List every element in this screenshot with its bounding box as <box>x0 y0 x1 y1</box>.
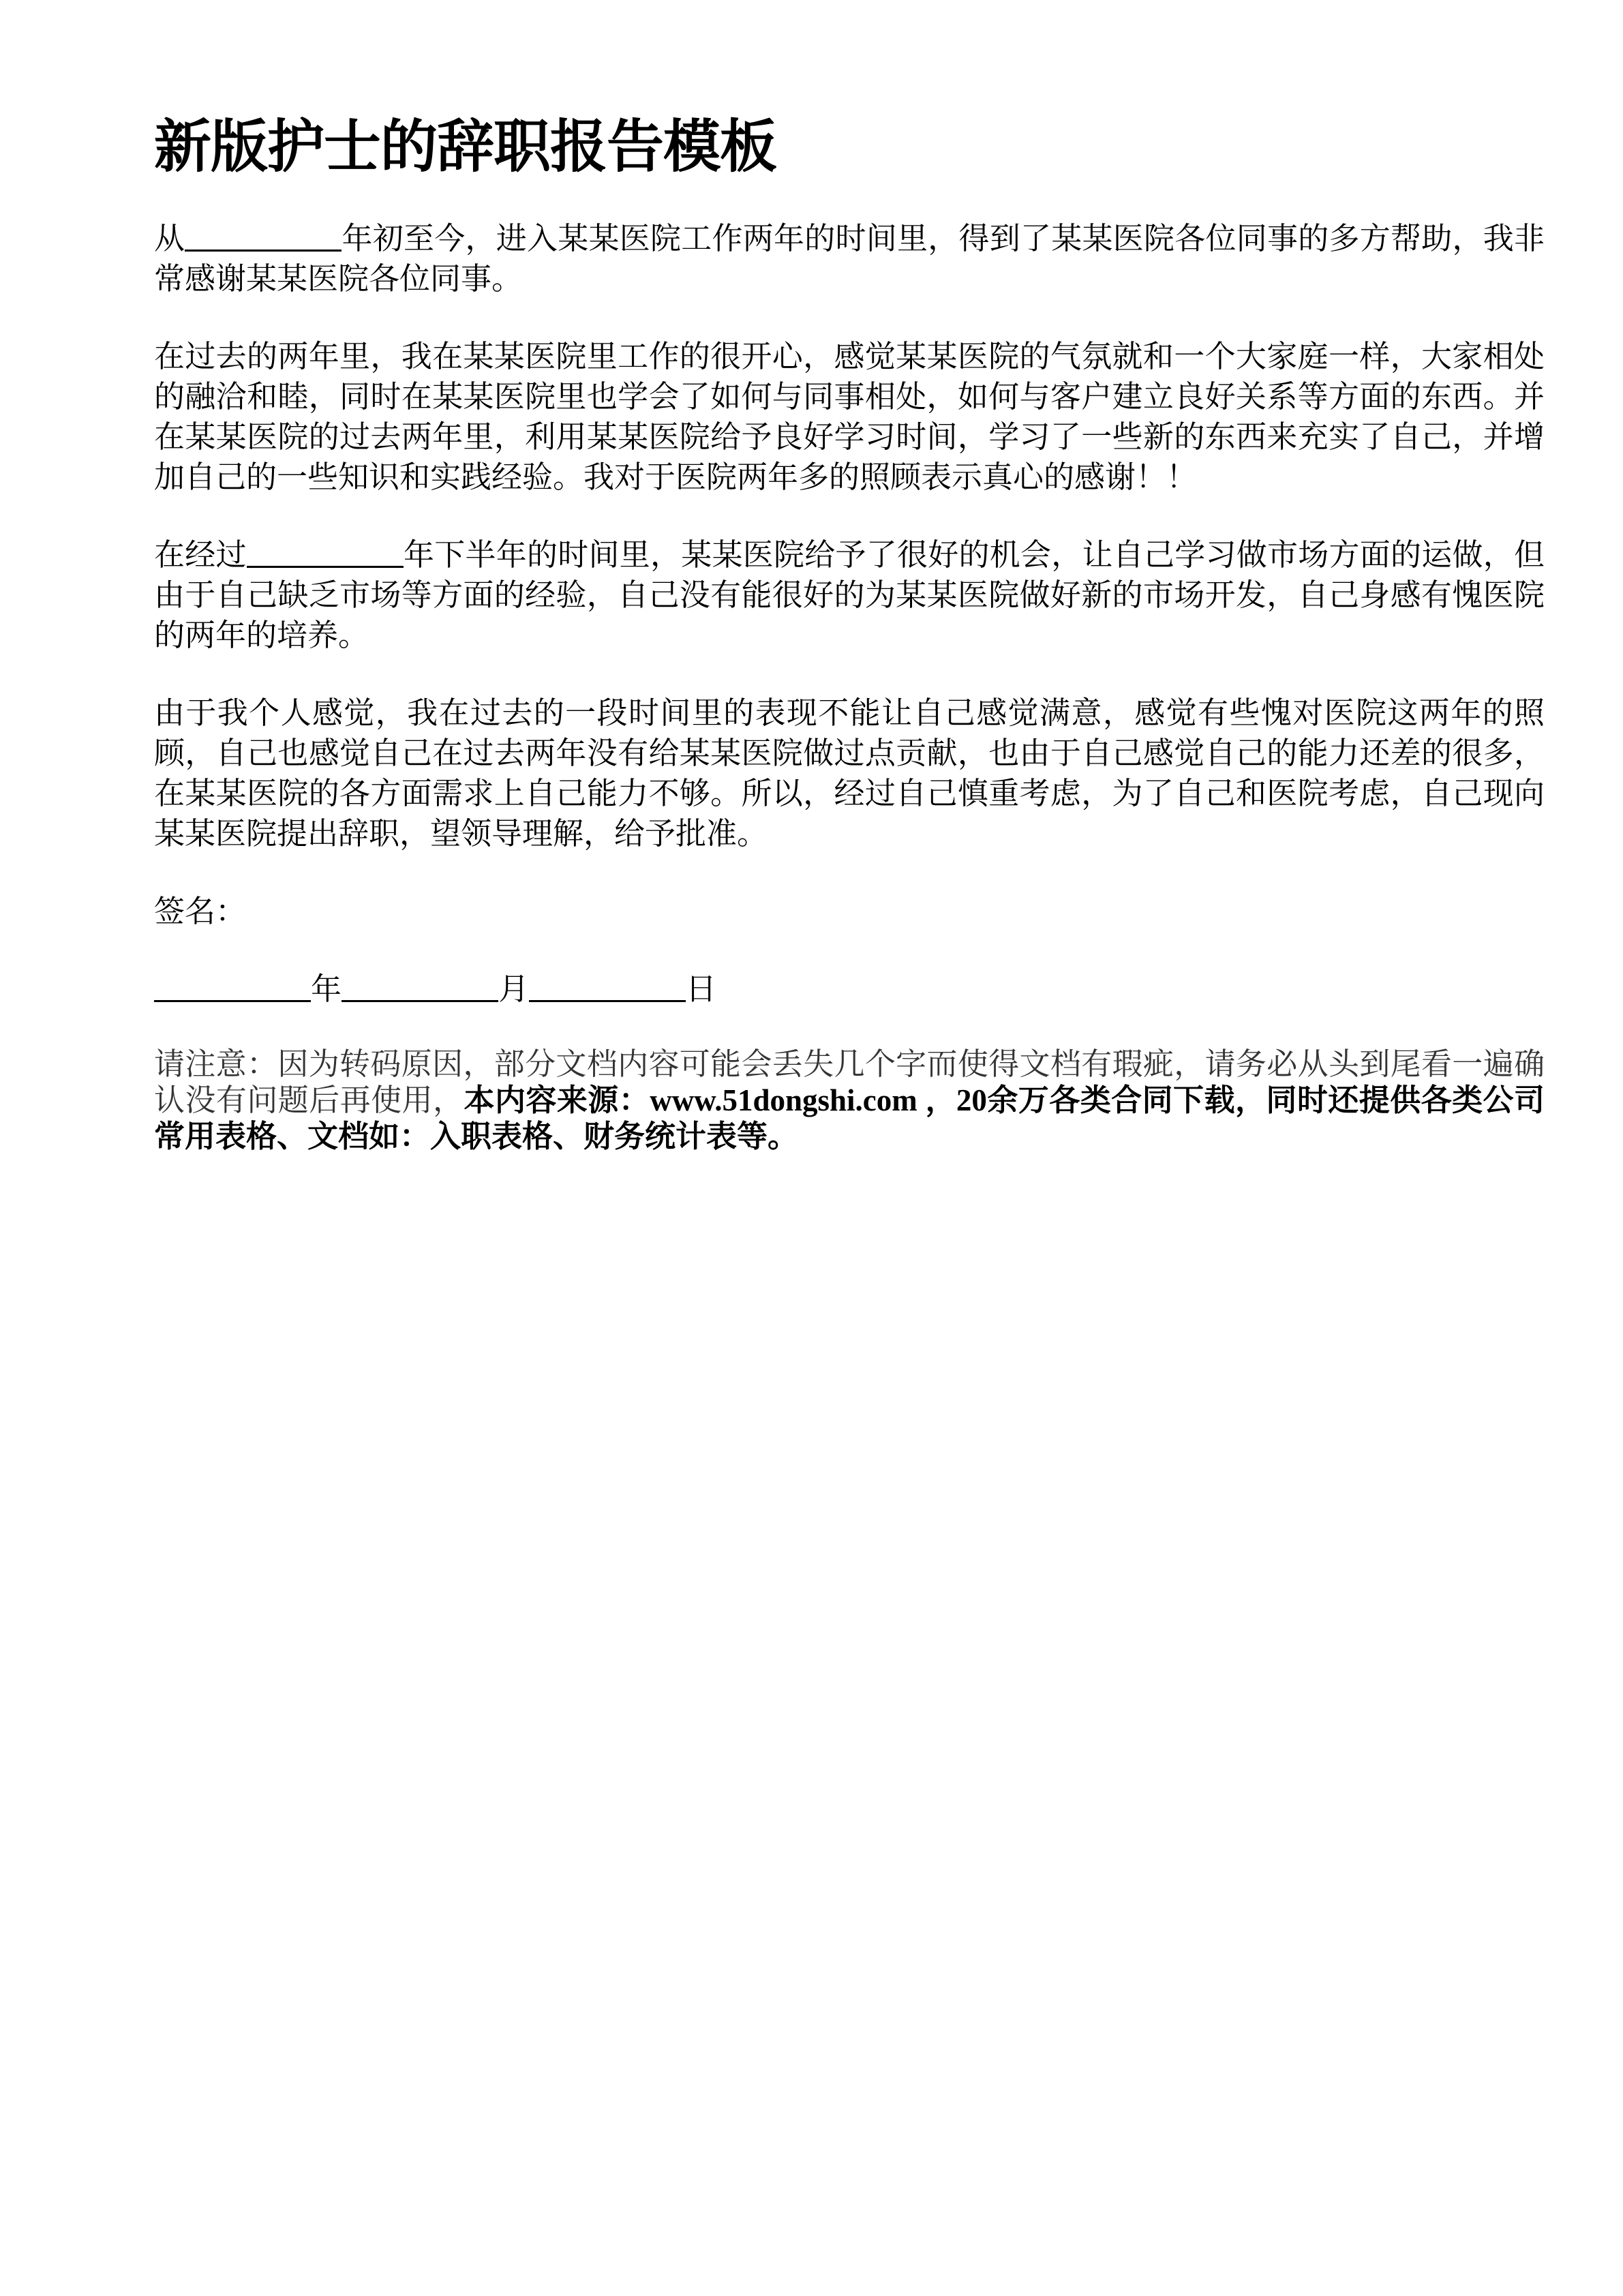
paragraph-3-rest: 年下半年的时间里，某某医院给予了很好的机会，让自己学习做市场方面的运做，但由于自己缺乏市场等方面的经验，自己没有能很好的为某某医院做好新的市场开发，自己身感有愧医院的两年的培养。 <box>154 537 1545 653</box>
date-line <box>154 969 1545 1009</box>
date-year-label: 年 <box>311 971 342 1007</box>
paragraph-3-start: 在经过 <box>154 537 247 573</box>
paragraph-4: 由于我个人感觉，我在过去的一段时间里的表现不能让自己感觉满意，感觉有些愧对医院这两年的照顾，自己也感觉自己在过去两年没有给某某医院做过点贡献，也由于自己感觉自己的能力还差的很多，在某某医院的各方面需求上自己能力不够。所以，经过自己慎重考虑，为了自己和医院考虑，自己现向某某医院提出辞职，望领导理解，给予批准。 <box>154 695 1545 851</box>
year-blank-1 <box>185 222 342 252</box>
date-day-blank <box>529 973 686 1002</box>
notice-bold-text: 本内容来源：www.51dongshi.com ，20余万各类合同下载，同时还提供各类公司常用表格、文档如：入职表格、财务统计表等。 <box>154 1083 1545 1153</box>
signature-label: 签名： <box>154 893 247 929</box>
notice-normal-text: 请注意：因为转码原因，部分文档内容可能会丢失几个字而使得文档有瑕疵，请务必从头到尾看一遍确认没有问题后再使用， <box>154 1047 1545 1117</box>
paragraph-1-start: 从 <box>154 220 185 256</box>
year-blank-2 <box>247 539 404 568</box>
paragraph-1 <box>154 218 1545 299</box>
paragraph-1-rest: 年初至今，进入某某医院工作两年的时间里，得到了某某医院各位同事的多方帮助，我非常感谢某某医院各位同事。 <box>154 220 1545 297</box>
source-notice <box>154 1046 1545 1155</box>
document-title: 新版护士的辞职报告模板 <box>154 113 777 180</box>
paragraph-3 <box>154 534 1545 655</box>
document-page <box>154 102 1545 1185</box>
date-year-blank <box>154 973 311 1002</box>
date-month-label: 月 <box>498 971 530 1007</box>
paragraph-2: 在过去的两年里，我在某某医院里工作的很开心，感觉某某医院的气氛就和一个大家庭一样，大家相处的融洽和睦，同时在某某医院里也学会了如何与同事相处，如何与客户建立良好关系等方面的东西。并在某某医院的过去两年里，利用某某医院给予良好学习时间，学习了一些新的东西来充实了自己，并增加自己的一些知识和实践经验。我对于医院两年多的照顾表示真心的感谢！！ <box>154 338 1545 495</box>
date-month-blank <box>342 973 498 1002</box>
date-day-label: 日 <box>686 971 717 1007</box>
